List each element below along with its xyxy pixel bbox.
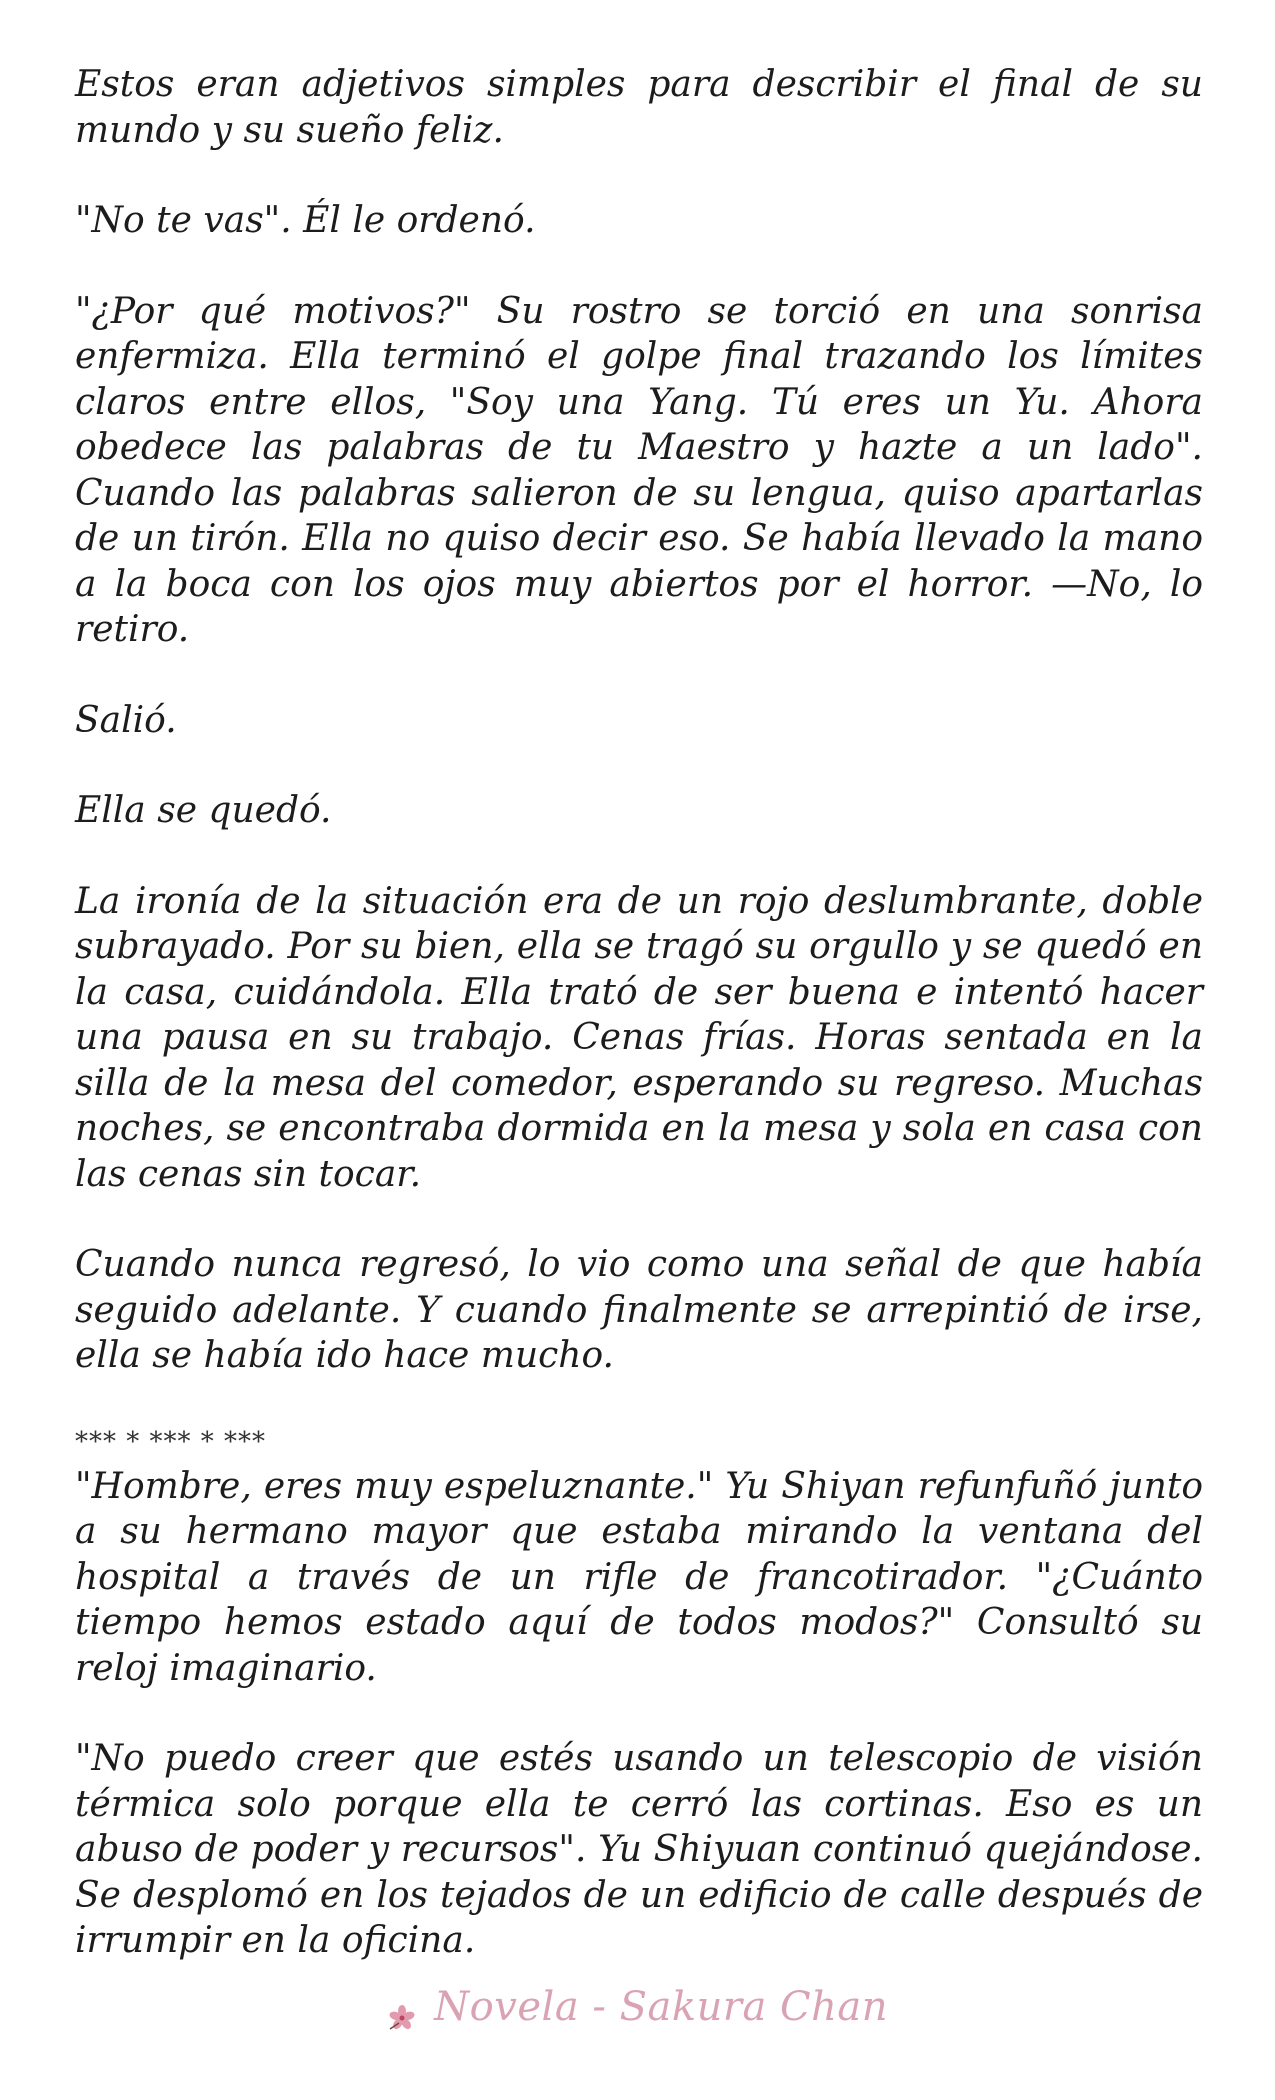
document-body xyxy=(75,62,1203,1964)
paragraph-7: Cuando nunca regresó, lo vio como una señal de que había seguido adelante. Y cuando finalmente se arrepintió de irse, ella se había ido hace mucho. xyxy=(75,1244,1203,1376)
paragraph-4: Salió. xyxy=(75,699,177,741)
paragraph-9: "No puedo creer que estés usando un telescopio de visión térmica solo porque ella te cerró las cortinas. Eso es un abuso de poder y recursos". Yu Shiyuan continuó quejándose. Se desplomó en los tejados de un edificio de calle después de irrumpir en la oficina. xyxy=(75,1738,1203,1961)
sakura-flower-icon xyxy=(387,1995,417,2025)
paragraph-8: "Hombre, eres muy espeluznante." Yu Shiyan refunfuñó junto a su hermano mayor que estaba mirando la ventana del hospital a través de un rifle de francotirador. "¿Cuánto tiempo hemos estado aquí de todos modos?" Consultó su reloj imaginario. xyxy=(75,1465,1203,1689)
scene-separator: *** * *** * *** xyxy=(75,1426,267,1457)
paragraph-6: La ironía de la situación era de un rojo deslumbrante, doble subrayado. Por su bien, ella se tragó su orgullo y se quedó en la casa, cuidándola. Ella trató de ser buena e intentó hacer una pausa en su trabajo. Cenas frías. Horas sentada en la silla de la mesa del comedor, esperando su regreso. Muchas noches, se encontraba dormida en la mesa y sola en casa con las cenas sin tocar. xyxy=(75,880,1203,1195)
watermark xyxy=(0,1982,1275,2032)
paragraph-1: Estos eran adjetivos simples para describir el final de su mundo y su sueño feliz. xyxy=(75,64,1203,151)
watermark-text: Novela - Sakura Chan xyxy=(434,1984,889,2030)
paragraph-3: "¿Por qué motivos?" Su rostro se torció en una sonrisa enfermiza. Ella terminó el golpe final trazando los límites claros entre ellos, "Soy una Yang. Tú eres un Yu. Ahora obedece las palabras de tu Maestro y hazte a un lado". Cuando las palabras salieron de su lengua, quiso apartarlas de un tirón. Ella no quiso decir eso. Se había llevado la mano a la boca con los ojos muy abiertos por el horror. —No, lo retiro. xyxy=(75,290,1203,650)
paragraph-5: Ella se quedó. xyxy=(75,790,332,831)
paragraph-2: "No te vas". Él le ordenó. xyxy=(75,200,536,241)
